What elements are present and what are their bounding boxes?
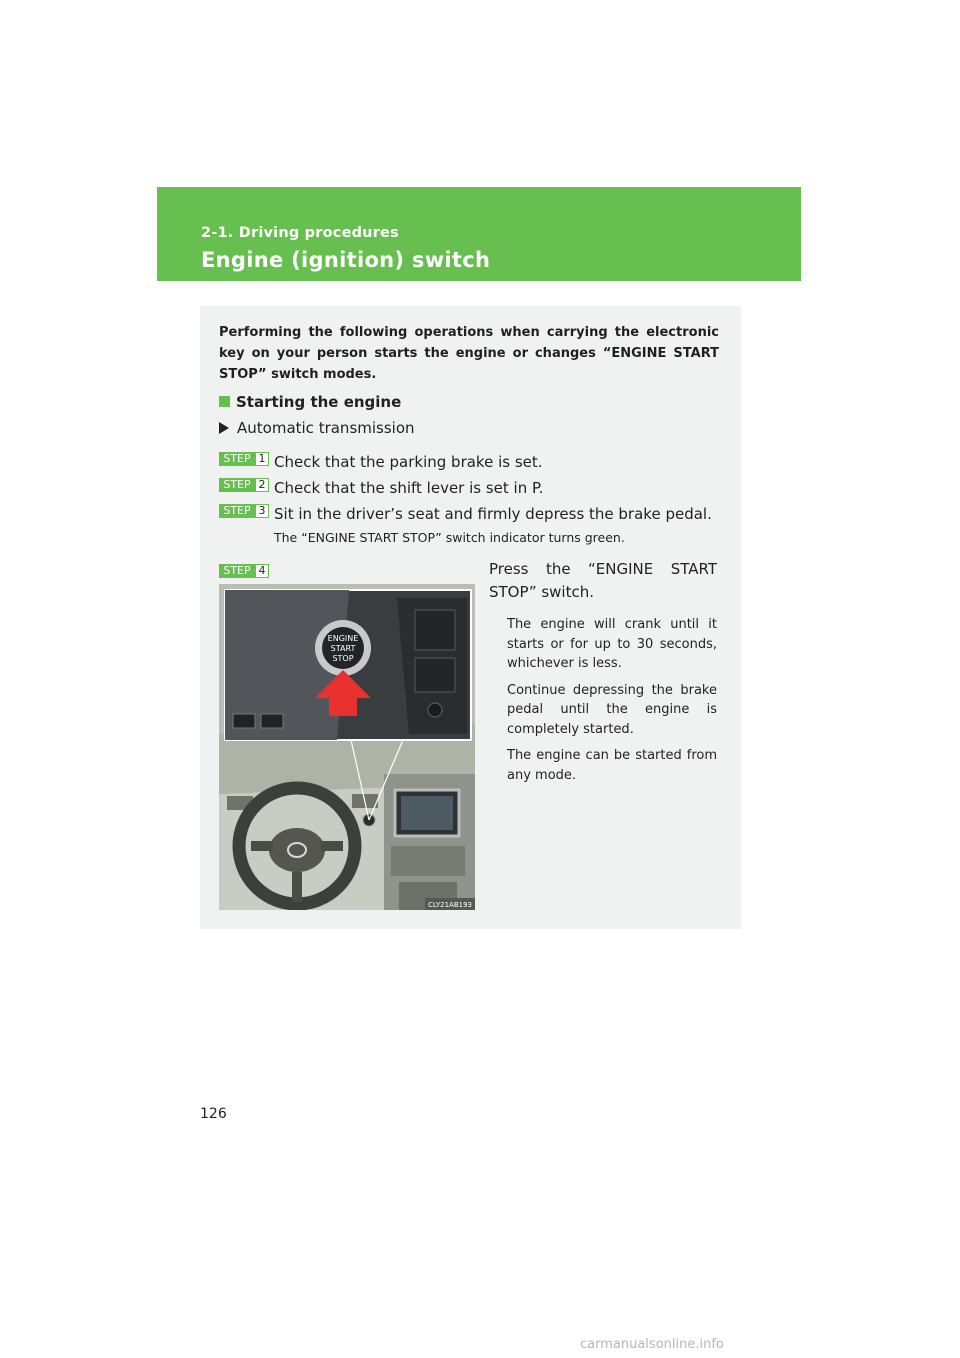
section-label: 2-1. Driving procedures [201, 225, 399, 241]
step-badge: STEP 4 [219, 564, 269, 578]
content-panel [200, 306, 741, 929]
button-label-engine: ENGINE [327, 634, 359, 643]
step-4-text: Press the “ENGINE START STOP” switch. [489, 560, 717, 601]
step-text: Sit in the driver’s seat and firmly depress the brake pedal. [274, 505, 712, 523]
intro-paragraph: Performing the following operations when carrying the electronic key on your person starts the engine or changes “ENGINE START STOP” switch modes. [219, 325, 719, 382]
step-1 [219, 452, 543, 471]
engine-switch-photo [219, 584, 475, 910]
image-code: CLY21AB193 [428, 901, 472, 909]
transmission-label [219, 419, 415, 437]
step-3 [219, 504, 712, 523]
subheading-text: Starting the engine [236, 393, 402, 411]
subheading [219, 393, 401, 411]
note-paragraph: The engine can be started from any mode. [507, 748, 717, 783]
note-paragraph: Continue depressing the brake pedal until the engine is completely started. [507, 682, 717, 737]
step-3-note: The “ENGINE START STOP” switch indicator turns green. [274, 530, 625, 545]
button-label-stop: STOP [332, 654, 354, 663]
step-text: Check that the shift lever is set in P. [274, 479, 544, 497]
square-bullet-icon [219, 396, 230, 407]
transmission-text: Automatic transmission [237, 419, 415, 437]
dashboard-illustration [219, 584, 475, 910]
step-badge: STEP 3 [219, 504, 269, 518]
button-label-start: START [330, 644, 356, 653]
step-2 [219, 478, 543, 497]
step-4-notes [507, 615, 717, 792]
step-text: Check that the parking brake is set. [274, 453, 543, 471]
step-4-badge-row [219, 564, 274, 583]
page-number: 126 [200, 1106, 227, 1122]
step-badge: STEP 1 [219, 452, 269, 466]
watermark: carmanualsonline.info [580, 1337, 724, 1352]
section-header-bar [157, 187, 801, 281]
page-title: Engine (ignition) switch [201, 248, 491, 272]
triangle-bullet-icon [219, 422, 229, 434]
note-paragraph: The engine will crank until it starts or for up to 30 seconds, whichever is less. [507, 617, 717, 671]
step-badge: STEP 2 [219, 478, 269, 492]
